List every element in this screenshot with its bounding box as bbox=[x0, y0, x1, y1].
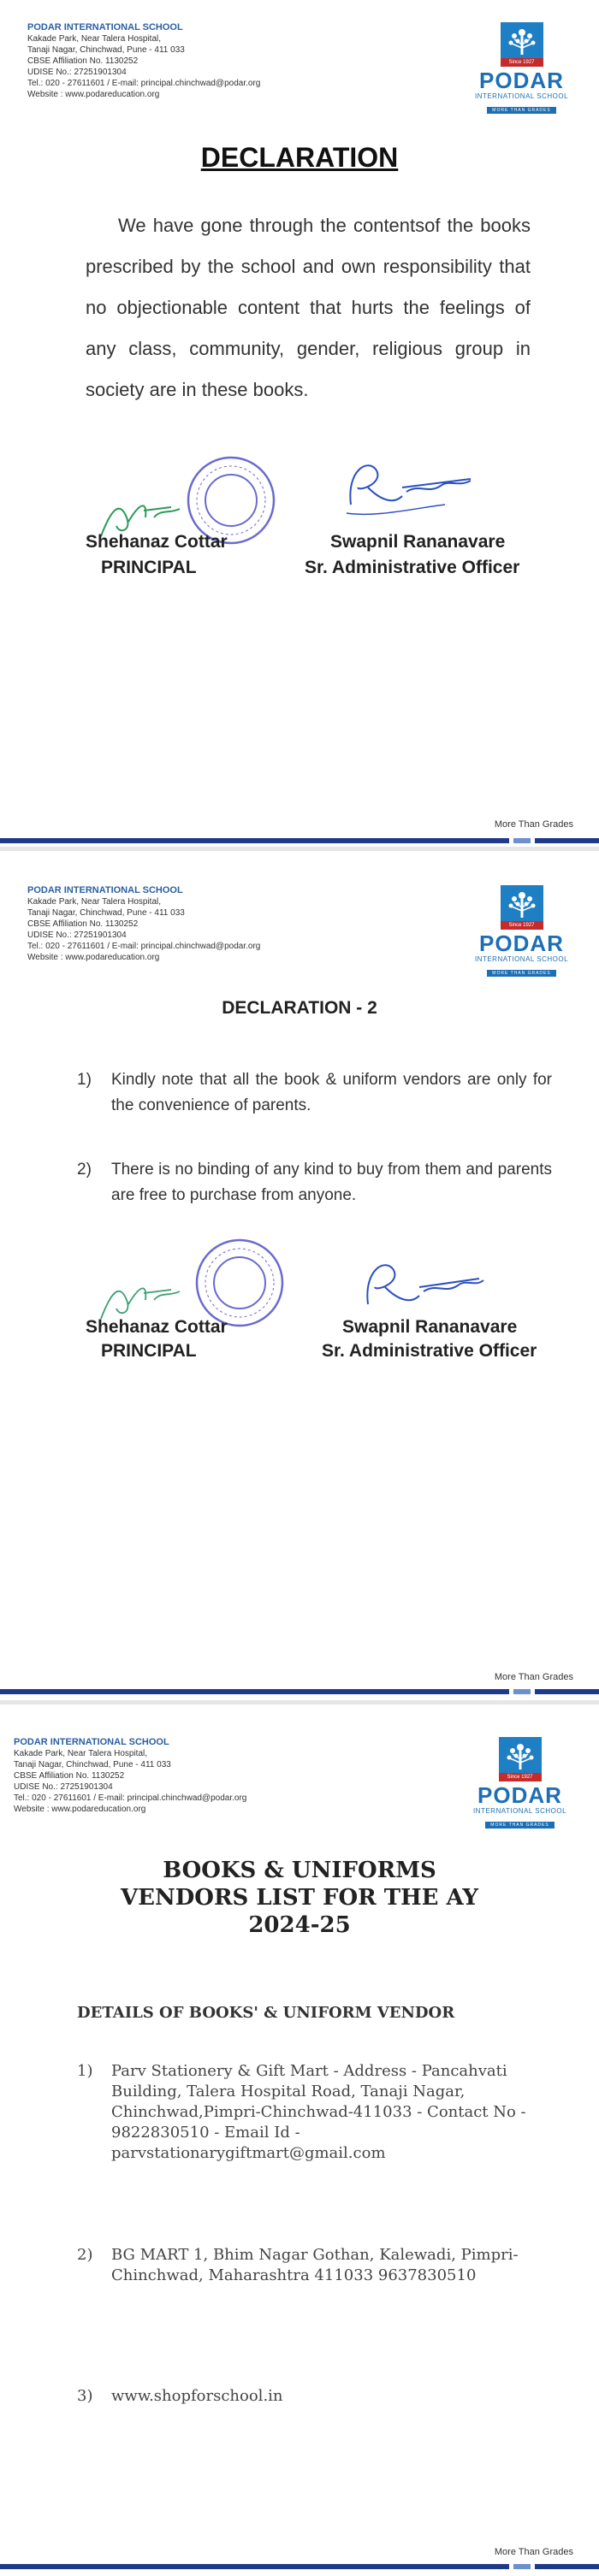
page-declaration-2 bbox=[0, 851, 599, 1698]
footer-tagline: More Than Grades bbox=[494, 819, 573, 830]
school-name: PODAR INTERNATIONAL SCHOOL bbox=[27, 885, 183, 895]
list-text: Kindly note that all the book & uniform vendors are only for the convenience of parents. bbox=[111, 1071, 552, 1114]
logo-tagline: MORE THAN GRADES bbox=[485, 1822, 554, 1829]
footer-tagline: More Than Grades bbox=[494, 2547, 573, 2557]
page-title-line: VENDORS LIST FOR THE AY bbox=[121, 1885, 478, 1911]
principal-title: PRINCIPAL bbox=[101, 558, 197, 577]
udise-line: UDISE No.: 27251901304 bbox=[27, 68, 127, 77]
page-title: DECLARATION bbox=[200, 142, 399, 173]
footer-tagline: More Than Grades bbox=[494, 1672, 573, 1682]
footer-bar bbox=[0, 838, 599, 843]
contact-line: Tel.: 020 - 27611601 / E-mail: principal.chinchwad@podar.org bbox=[14, 1793, 247, 1803]
officer-title: Sr. Administrative Officer bbox=[322, 1341, 537, 1361]
list-item bbox=[77, 1067, 552, 1119]
school-name: PODAR INTERNATIONAL SCHOOL bbox=[14, 1737, 169, 1747]
affiliation-line: CBSE Affiliation No. 1130252 bbox=[14, 1771, 125, 1781]
contact-line: Tel.: 020 - 27611601 / E-mail: principal.chinchwad@podar.org bbox=[27, 942, 261, 951]
page-vendors-list bbox=[0, 1706, 599, 2576]
logo-wordmark: PODAR bbox=[479, 68, 564, 93]
tree-icon: Since 1927 bbox=[499, 1737, 542, 1781]
contact-line: Tel.: 020 - 27611601 / E-mail: principal.chinchwad@podar.org bbox=[27, 79, 261, 88]
logo-tagline: MORE THAN GRADES bbox=[487, 107, 555, 114]
officer-name: Swapnil Rananavare bbox=[330, 532, 506, 552]
vendor-item bbox=[77, 2245, 539, 2286]
officer-signature bbox=[342, 453, 488, 522]
address-line: Kakade Park, Near Talera Hospital, bbox=[27, 897, 162, 907]
section-heading: DETAILS OF BOOKS' & UNIFORM VENDOR bbox=[77, 2004, 455, 2022]
podar-logo bbox=[466, 1737, 573, 1830]
udise-line: UDISE No.: 27251901304 bbox=[27, 931, 127, 940]
podar-logo bbox=[468, 22, 575, 115]
logo-subtitle: INTERNATIONAL SCHOOL bbox=[474, 92, 569, 100]
website-line: Website : www.podareducation.org bbox=[27, 90, 160, 99]
logo-subtitle: INTERNATIONAL SCHOOL bbox=[472, 1807, 567, 1815]
affiliation-line: CBSE Affiliation No. 1130252 bbox=[27, 919, 139, 929]
officer-name: Swapnil Rananavare bbox=[342, 1317, 518, 1337]
principal-name: Shehanaz Cottar bbox=[86, 532, 228, 552]
udise-line: UDISE No.: 27251901304 bbox=[14, 1782, 113, 1792]
logo-wordmark: PODAR bbox=[477, 1782, 562, 1808]
principal-title: PRINCIPAL bbox=[101, 1341, 197, 1361]
footer-bar bbox=[0, 2564, 599, 2569]
page-separator bbox=[0, 1700, 599, 1705]
website-line: Website : www.podareducation.org bbox=[14, 1805, 146, 1814]
list-text: There is no binding of any kind to buy from them and parents are free to purchase from anyone. bbox=[111, 1161, 552, 1204]
page-declaration bbox=[0, 0, 599, 847]
vendor-item bbox=[77, 2386, 539, 2407]
tree-icon: Since 1927 bbox=[501, 22, 543, 67]
school-header bbox=[14, 1737, 246, 1815]
list-number: 3) bbox=[77, 2387, 93, 2405]
address-line: Kakade Park, Near Talera Hospital, bbox=[14, 1749, 148, 1758]
address-line: Kakade Park, Near Talera Hospital, bbox=[27, 34, 162, 44]
list-number: 2) bbox=[77, 2246, 93, 2264]
school-name: PODAR INTERNATIONAL SCHOOL bbox=[27, 22, 183, 32]
list-number: 2) bbox=[77, 1161, 92, 1179]
officer-title: Sr. Administrative Officer bbox=[305, 558, 520, 577]
page-title-line: BOOKS & UNIFORMS bbox=[163, 1858, 436, 1883]
podar-logo bbox=[468, 885, 575, 978]
tree-icon: Since 1927 bbox=[501, 885, 543, 930]
affiliation-line: CBSE Affiliation No. 1130252 bbox=[27, 56, 139, 66]
page-title-line: 2024-25 bbox=[248, 1912, 351, 1938]
officer-signature bbox=[359, 1253, 496, 1321]
logo-tagline: MORE THAN GRADES bbox=[487, 970, 555, 977]
school-header bbox=[27, 885, 260, 963]
list-number: 1) bbox=[77, 1071, 92, 1089]
page-title: DECLARATION - 2 bbox=[222, 998, 377, 1018]
address-line: Tanaji Nagar, Chinchwad, Pune - 411 033 bbox=[14, 1760, 171, 1770]
principal-name: Shehanaz Cottar bbox=[86, 1317, 228, 1337]
vendor-details: BG MART 1, Bhim Nagar Gothan, Kalewadi, Pimpri-Chinchwad, Maharashtra 411033 9637830510 bbox=[111, 2246, 519, 2284]
school-stamp bbox=[193, 1236, 287, 1330]
school-header bbox=[27, 22, 260, 100]
address-line: Tanaji Nagar, Chinchwad, Pune - 411 033 bbox=[27, 45, 185, 55]
list-number: 1) bbox=[77, 2062, 93, 2080]
vendor-item bbox=[77, 2061, 539, 2164]
logo-subtitle: INTERNATIONAL SCHOOL bbox=[474, 955, 569, 963]
address-line: Tanaji Nagar, Chinchwad, Pune - 411 033 bbox=[27, 908, 185, 918]
footer-bar bbox=[0, 1689, 599, 1694]
vendor-link[interactable]: www.shopforschool.in bbox=[111, 2387, 283, 2405]
website-line: Website : www.podareducation.org bbox=[27, 953, 160, 962]
list-item bbox=[77, 1157, 552, 1208]
logo-wordmark: PODAR bbox=[479, 931, 564, 956]
vendor-details: Parv Stationery & Gift Mart - Address - Pancahvati Building, Talera Hospital Road, Tanaji Nagar, Chinchwad,Pimpri-Chinchwad-411033 - Contact No - 9822830510 - Email Id -parvstationarygiftmart@gmail.com bbox=[111, 2062, 526, 2162]
declaration-body: We have gone through the contentsof the books prescribed by the school and own responsibility that no objectionable content that hurts the feelings of any class, community, gender, religious group in society are in these books. bbox=[86, 215, 531, 400]
